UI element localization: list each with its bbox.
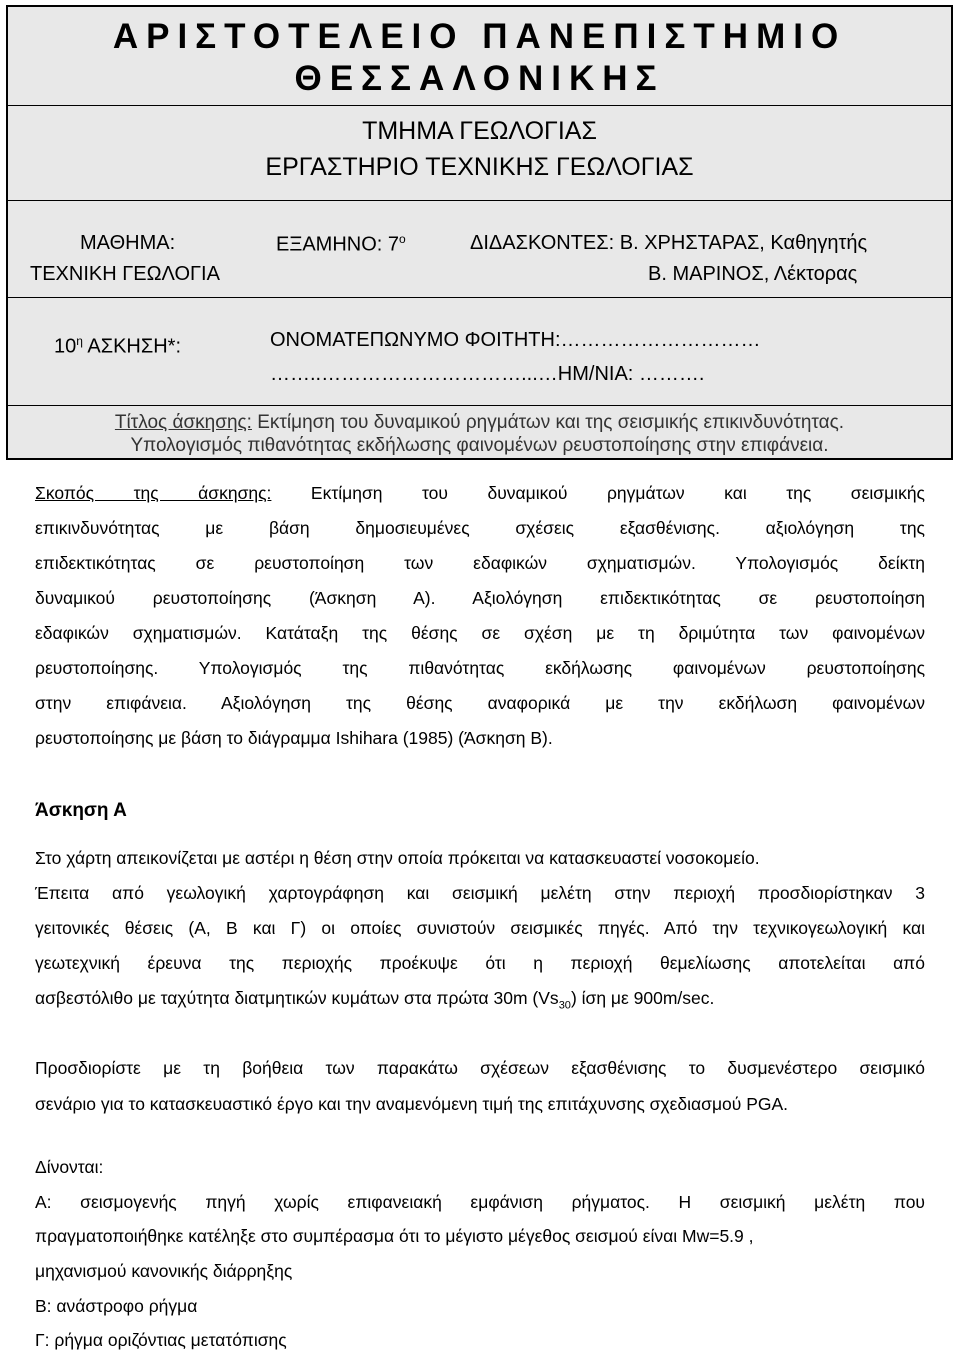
course-name: ΤΕΧΝΙΚΗ ΓΕΩΛΟΓΙΑ — [30, 263, 220, 285]
student-name-field: ΟΝΟΜΑΤΕΠΩΝΥΜΟ ΦΟΙΤΗΤΗ:………………………… — [270, 329, 761, 351]
given-line: μηχανισμού κανονικής διάρρηξης — [35, 1261, 293, 1281]
university-line-1: ΑΡΙΣΤΟΤΕΛΕΙΟ ΠΑΝΕΠΙΣΤΗΜΙΟ — [112, 17, 847, 56]
divider — [8, 405, 951, 406]
divider — [8, 297, 951, 298]
purpose-line: επιδεκτικότητας σε ρευστοποίηση των εδαφικών σχηματισμών. Υπολογισμός δείκτη — [35, 553, 925, 573]
purpose-line: εδαφικών σχηματισμών. Κατάταξη της θέσης σε σχέση με τη δριμύτητα των φαινομένων — [35, 623, 925, 643]
section-a-paragraph-1: Στο χάρτη απεικονίζεται με αστέρι η θέση στην οποία πρόκειται να κατασκευαστεί νοσοκομείο. — [35, 848, 760, 868]
section-a-paragraph-2-line: γειτονικές θέσεις (Α, Β και Γ) οι οποίες συνιστούν σεισμικές πηγές. Από την τεχνικογεωλογική και — [35, 918, 925, 938]
given-line: Β: ανάστροφο ρήγμα — [35, 1296, 198, 1316]
section-a-paragraph-2-line: Έπειτα από γεωλογική χαρτογράφηση και σεισμική μελέτη στην περιοχή προσδιορίστηκαν 3 — [35, 883, 925, 903]
divider — [8, 105, 951, 106]
given-line: Γ: ρήγμα οριζόντιας μετατόπισης — [35, 1330, 287, 1350]
section-a-heading: Άσκηση Α — [35, 800, 127, 821]
department-name: ΤΜΗΜΑ ΓΕΩΛΟΓΙΑΣ — [362, 117, 597, 145]
section-a-paragraph-3-line: σενάριο για το κατασκευαστικό έργο και την αναμενόμενη τιμή της επιτάχυνσης σχεδιασμού PGA. — [35, 1094, 789, 1114]
university-line-2: ΘΕΣΣΑΛΟΝΙΚΗΣ — [294, 59, 665, 98]
header-box — [6, 5, 953, 460]
purpose-line: Σκοπός της άσκησης: Εκτίμηση του δυναμικού ρηγμάτων και της σεισμικής — [35, 483, 925, 503]
divider — [8, 200, 951, 201]
date-field: ……..…………………………...…ΗΜ/ΝΙΑ: ………. — [270, 363, 705, 385]
purpose-line: δυναμικού ρευστοποίησης (Άσκηση Α). Αξιολόγηση επιδεκτικότητας σε ρευστοποίηση — [35, 588, 925, 608]
purpose-line: ρευστοποίησης με βάση το διάγραμμα Ishihara (1985) (Άσκηση Β). — [35, 728, 553, 748]
purpose-line: επικινδυνότητας με βάση δημοσιευμένες σχέσεις εξασθένισης. αξιολόγηση της — [35, 518, 925, 538]
purpose-line: στην επιφάνεια. Αξιολόγηση της θέσης αναφορικά με την εκδήλωση φαινομένων — [35, 693, 925, 713]
teachers-label: ΔΙΔΑΣΚΟΝΤΕΣ: Β. ΧΡΗΣΤΑΡΑΣ, Καθηγητής — [470, 232, 868, 254]
given-line: Α: σεισμογενής πηγή χωρίς επιφανειακή εμφάνιση ρήγματος. Η σεισμική μελέτη που — [35, 1192, 925, 1212]
exercise-title-line-2: Υπολογισμός πιθανότητας εκδήλωσης φαινομένων ρευστοποίησης στην επιφάνεια. — [130, 435, 829, 456]
semester-label: ΕΞΑΜΗΝΟ: $7^o$ — [276, 232, 406, 256]
given-line: πραγματοποιήθηκε κατέληξε στο συμπέρασμα ότι το μέγιστο μέγεθος σεισμού είναι Mw=5.9 , — [35, 1226, 754, 1246]
section-a-paragraph-2-line: γεωτεχνική έρευνα της περιοχής προέκυψε ότι η περιοχή θεμελίωσης αποτελείται από — [35, 953, 925, 973]
purpose-line: ρευστοποίησης. Υπολογισμός της πιθανότητας εκδήλωσης φαινομένων ρευστοποίησης — [35, 658, 925, 678]
section-a-paragraph-3-line: Προσδιορίστε με τη βοήθεια των παρακάτω σχέσεων εξασθένισης το δυσμενέστερο σεισμικό — [35, 1058, 925, 1078]
teacher-2: Β. ΜΑΡΙΝΟΣ, Λέκτορας — [648, 263, 858, 285]
exercise-title-line-1: Τίτλος άσκησης: Εκτίμηση του δυναμικού ρηγμάτων και της σεισμικής επικινδυνότητας. — [114, 412, 845, 433]
lab-name: ΕΡΓΑΣΤΗΡΙΟ ΤΕΧΝΙΚΗΣ ΓΕΩΛΟΓΙΑΣ — [265, 153, 694, 181]
section-a-paragraph-2-line: ασβεστόλιθο με ταχύτητα διατμητικών κυμάτων στα πρώτα 30m $(Vs_{30})$ ίση με 900m/sec. — [35, 988, 715, 1012]
course-label: ΜΑΘΗΜΑ: — [80, 232, 176, 254]
exercise-number: $10^\eta$ ΑΣΚΗΣΗ*: — [54, 334, 182, 358]
given-label: Δίνονται: — [35, 1157, 104, 1177]
